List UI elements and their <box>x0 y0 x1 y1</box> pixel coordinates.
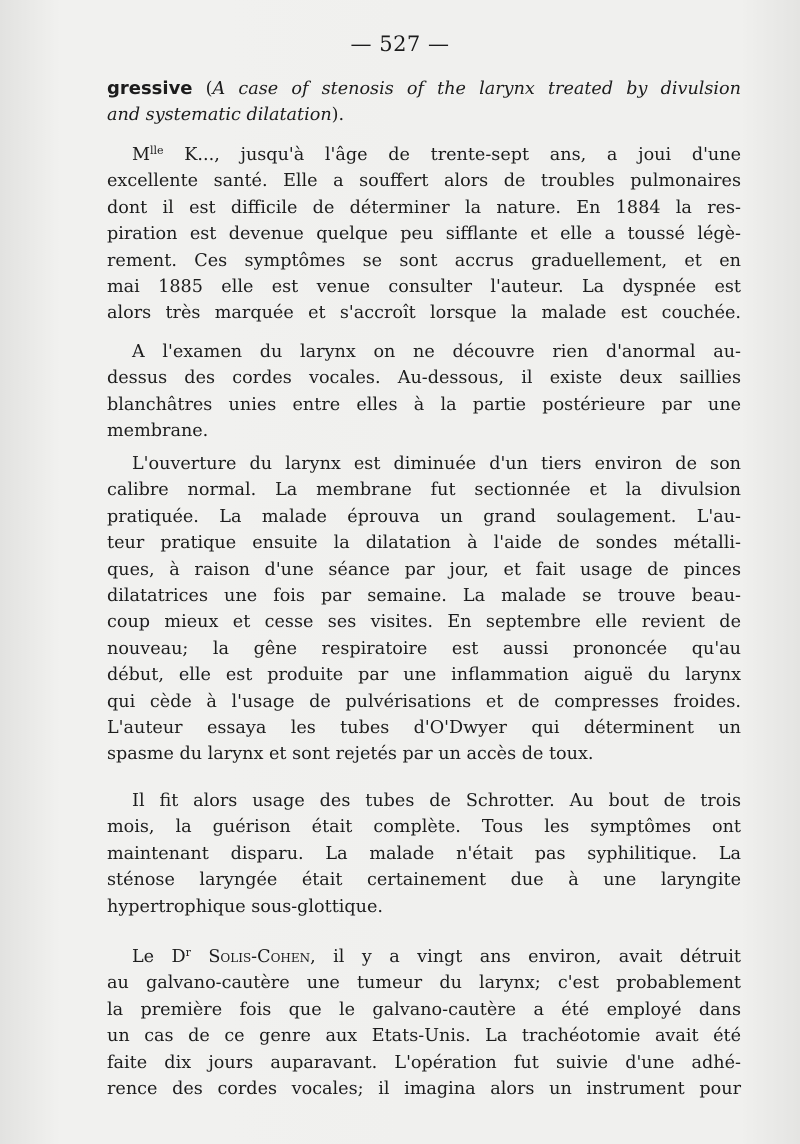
title-continuation <box>107 76 741 129</box>
paragraph-line: mois, la guérison était complète. Tous les symptômes ont <box>107 817 741 838</box>
paragraph-line: teur pratique ensuite la dilatation à l'aide de sondes métalli- <box>107 533 741 554</box>
paragraph-line: qui cède à l'usage de pulvérisations et de compresses froides. <box>107 691 741 712</box>
paragraph-line: rence des cordes vocales; il imagina alors un instrument pour <box>107 1078 741 1099</box>
paragraph-line: dilatatrices une fois par semaine. La malade se trouve beau- <box>107 585 741 606</box>
paragraph-line <box>107 142 741 168</box>
paragraph-line: alors très marquée et s'accroît lorsque la malade est couchée. <box>107 303 741 324</box>
title-close: ). <box>331 105 345 126</box>
paragraph-4 <box>107 788 741 920</box>
paragraph-line: coup mieux et cesse ses visites. En septembre elle revient de <box>107 612 741 633</box>
paragraph-text: , il y a vingt ans environ, avait détruit <box>310 947 741 967</box>
paragraph-line: début, elle est produite par une inflammation aiguë du larynx <box>107 665 741 686</box>
paragraph-line: pratiquée. La malade éprouva un grand soulagement. L'au- <box>107 506 741 527</box>
paragraph-line: piration est devenue quelque peu sifflante et elle a toussé légè- <box>107 224 741 245</box>
paragraph-line: L'ouverture du larynx est diminuée d'un tiers environ de son <box>132 454 741 474</box>
paragraph-line: dont il est difficile de déterminer la nature. En 1884 la res- <box>107 197 741 218</box>
title-open-paren: ( <box>192 79 213 99</box>
paragraph-line: sténose laryngée était certainement due à une laryngite <box>107 870 741 891</box>
doctor-prefix: Le D <box>132 947 186 967</box>
paragraph-line: L'auteur essaya les tubes d'O'Dwyer qui déterminent un <box>107 717 741 738</box>
paragraph-3 <box>107 451 741 768</box>
paragraph-line: hypertrophique sous-glottique. <box>107 896 384 917</box>
honorific-sup: lle <box>150 144 164 157</box>
doctor-name: Solis-Cohen <box>208 947 311 967</box>
paragraph-line: spasme du larynx et sont rejetés par un accès de toux. <box>107 744 594 765</box>
paragraph-line: la première fois que le galvano-cautère a été employé dans <box>107 999 741 1020</box>
paragraph-line: rement. Ces symptômes se sont accrus graduellement, et en <box>107 250 741 271</box>
title-italic-2: and systematic dilatation <box>107 105 332 126</box>
paragraph-line: A l'examen du larynx on ne découvre rien d'anormal au- <box>132 342 741 362</box>
doctor-sup: r <box>185 946 191 959</box>
paragraph-line: nouveau; la gêne respiratoire est aussi prononcée qu'au <box>107 638 741 659</box>
honorific: M <box>132 145 151 165</box>
paragraph-2 <box>107 339 741 445</box>
page-number: — 527 — <box>350 32 450 56</box>
paragraph-line: maintenant disparu. La malade n'était pas syphilitique. La <box>107 843 741 864</box>
paragraph-line: Il fit alors usage des tubes de Schrotter. Au bout de trois <box>132 791 741 811</box>
paragraph-line: blanchâtres unies entre elles à la partie postérieure par une <box>107 394 741 415</box>
paragraph-line: un cas de ce genre aux Etats-Unis. La trachéotomie avait été <box>107 1026 741 1047</box>
paragraph-line: faite dix jours auparavant. L'opération fut suivie d'une adhé- <box>107 1052 741 1073</box>
paragraph-line: excellente santé. Elle a souffert alors de troubles pulmonaires <box>107 171 741 192</box>
title-line-1 <box>107 76 741 102</box>
paragraph-5 <box>107 944 741 1102</box>
paragraph-line: mai 1885 elle est venue consulter l'auteur. La dyspnée est <box>107 276 741 297</box>
title-italic-1: A case of stenosis of the larynx treated by divulsion <box>212 79 741 99</box>
paragraph-line: membrane. <box>107 421 209 442</box>
paragraph-line: ques, à raison d'une séance par jour, et fait usage de pinces <box>107 559 741 580</box>
paragraph-line: calibre normal. La membrane fut sectionnée et la divulsion <box>107 480 741 501</box>
title-line-2 <box>107 102 741 128</box>
paragraph-1 <box>107 142 741 327</box>
paragraph-text: K..., jusqu'à l'âge de trente-sept ans, a joui d'une <box>163 145 741 165</box>
title-bold-word: gressive <box>107 78 193 99</box>
paragraph-line: au galvano-cautère une tumeur du larynx; c'est probablement <box>107 973 741 994</box>
paragraph-line: dessus des cordes vocales. Au-dessous, il existe deux saillies <box>107 368 741 389</box>
paragraph-line <box>107 944 741 970</box>
